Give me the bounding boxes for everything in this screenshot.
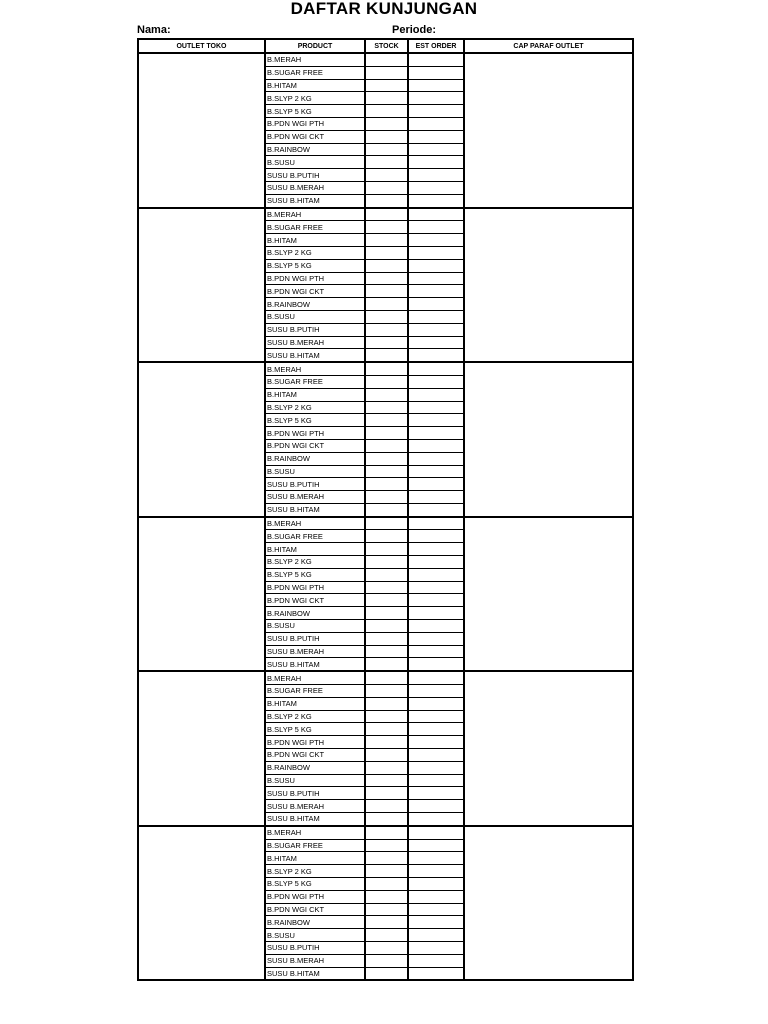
stock-cell[interactable]: [365, 568, 408, 581]
product-cell: B.HITAM: [265, 543, 365, 556]
est-order-cell[interactable]: [408, 749, 464, 762]
stock-cell[interactable]: [365, 130, 408, 143]
stock-cell[interactable]: [365, 169, 408, 182]
stock-cell[interactable]: [365, 761, 408, 774]
stock-cell[interactable]: [365, 826, 408, 839]
est-order-cell[interactable]: [408, 221, 464, 234]
product-cell: B.SLYP 5 KG: [265, 723, 365, 736]
table-row: [138, 517, 633, 530]
est-order-cell[interactable]: [408, 246, 464, 259]
stock-cell[interactable]: [365, 607, 408, 620]
stock-cell[interactable]: [365, 221, 408, 234]
product-cell: B.SUGAR FREE: [265, 66, 365, 79]
product-cell: B.PDN WGI PTH: [265, 581, 365, 594]
product-cell: B.PDN WGI PTH: [265, 890, 365, 903]
product-cell: B.SUSU: [265, 774, 365, 787]
est-order-cell[interactable]: [408, 92, 464, 105]
product-cell: SUSU B.MERAH: [265, 336, 365, 349]
stock-cell[interactable]: [365, 594, 408, 607]
product-cell: SUSU B.MERAH: [265, 954, 365, 967]
product-cell: SUSU B.HITAM: [265, 658, 365, 671]
stock-cell[interactable]: [365, 787, 408, 800]
product-cell: SUSU B.HITAM: [265, 194, 365, 207]
est-order-cell[interactable]: [408, 143, 464, 156]
product-cell: B.SUSU: [265, 465, 365, 478]
stock-cell[interactable]: [365, 941, 408, 954]
cap-paraf-cell[interactable]: [464, 362, 633, 517]
product-cell: B.MERAH: [265, 53, 365, 66]
product-cell: SUSU B.MERAH: [265, 800, 365, 813]
est-order-cell[interactable]: [408, 723, 464, 736]
stock-cell[interactable]: [365, 117, 408, 130]
product-cell: B.MERAH: [265, 208, 365, 221]
est-order-cell[interactable]: [408, 169, 464, 182]
product-cell: B.RAINBOW: [265, 761, 365, 774]
product-cell: B.SLYP 2 KG: [265, 556, 365, 569]
product-cell: B.SLYP 5 KG: [265, 878, 365, 891]
column-header-cap-paraf: CAP PARAF OUTLET: [464, 39, 633, 53]
product-cell: B.SLYP 5 KG: [265, 105, 365, 118]
page-title: DAFTAR KUNJUNGAN: [290, 0, 478, 18]
est-order-cell[interactable]: [408, 852, 464, 865]
product-cell: B.PDN WGI CKT: [265, 903, 365, 916]
est-order-cell[interactable]: [408, 105, 464, 118]
periode-label: Periode:: [392, 24, 437, 36]
product-cell: B.SUGAR FREE: [265, 685, 365, 698]
cap-paraf-cell[interactable]: [464, 53, 633, 208]
product-cell: B.SLYP 2 KG: [265, 246, 365, 259]
stock-cell[interactable]: [365, 427, 408, 440]
est-order-cell[interactable]: [408, 671, 464, 684]
est-order-cell[interactable]: [408, 632, 464, 645]
stock-cell[interactable]: [365, 774, 408, 787]
est-order-cell[interactable]: [408, 736, 464, 749]
product-cell: B.SUSU: [265, 156, 365, 169]
stock-cell[interactable]: [365, 697, 408, 710]
est-order-cell[interactable]: [408, 530, 464, 543]
stock-cell[interactable]: [365, 530, 408, 543]
stock-cell[interactable]: [365, 645, 408, 658]
stock-cell[interactable]: [365, 452, 408, 465]
cap-paraf-cell[interactable]: [464, 208, 633, 363]
stock-cell[interactable]: [365, 79, 408, 92]
stock-cell[interactable]: [365, 903, 408, 916]
est-order-cell[interactable]: [408, 865, 464, 878]
stock-cell[interactable]: [365, 839, 408, 852]
est-order-cell[interactable]: [408, 117, 464, 130]
outlet-cell[interactable]: [138, 53, 265, 208]
stock-cell[interactable]: [365, 66, 408, 79]
product-cell: SUSU B.PUTIH: [265, 323, 365, 336]
est-order-cell[interactable]: [408, 503, 464, 516]
stock-cell[interactable]: [365, 401, 408, 414]
stock-cell[interactable]: [365, 336, 408, 349]
stock-cell[interactable]: [365, 194, 408, 207]
est-order-cell[interactable]: [408, 658, 464, 671]
product-cell: SUSU B.MERAH: [265, 491, 365, 504]
cap-paraf-cell[interactable]: [464, 517, 633, 672]
est-order-cell[interactable]: [408, 130, 464, 143]
est-order-cell[interactable]: [408, 903, 464, 916]
stock-cell[interactable]: [365, 967, 408, 980]
product-cell: B.PDN WGI CKT: [265, 594, 365, 607]
est-order-cell[interactable]: [408, 607, 464, 620]
product-cell: B.PDN WGI PTH: [265, 117, 365, 130]
product-cell: B.MERAH: [265, 826, 365, 839]
est-order-cell[interactable]: [408, 967, 464, 980]
stock-cell[interactable]: [365, 285, 408, 298]
stock-cell[interactable]: [365, 878, 408, 891]
stock-cell[interactable]: [365, 491, 408, 504]
product-cell: SUSU B.PUTIH: [265, 787, 365, 800]
stock-cell[interactable]: [365, 749, 408, 762]
est-order-cell[interactable]: [408, 349, 464, 362]
product-cell: B.RAINBOW: [265, 298, 365, 311]
est-order-cell[interactable]: [408, 66, 464, 79]
product-cell: B.MERAH: [265, 517, 365, 530]
product-cell: B.SLYP 2 KG: [265, 92, 365, 105]
est-order-cell[interactable]: [408, 761, 464, 774]
product-cell: B.RAINBOW: [265, 607, 365, 620]
stock-cell[interactable]: [365, 865, 408, 878]
est-order-cell[interactable]: [408, 336, 464, 349]
product-cell: B.SUSU: [265, 929, 365, 942]
stock-cell[interactable]: [365, 143, 408, 156]
product-cell: B.SUSU: [265, 620, 365, 633]
product-cell: B.PDN WGI PTH: [265, 736, 365, 749]
est-order-cell[interactable]: [408, 478, 464, 491]
est-order-cell[interactable]: [408, 208, 464, 221]
product-cell: SUSU B.PUTIH: [265, 941, 365, 954]
table-row: [138, 826, 633, 839]
est-order-cell[interactable]: [408, 234, 464, 247]
stock-cell[interactable]: [365, 272, 408, 285]
product-cell: B.SLYP 5 KG: [265, 259, 365, 272]
product-cell: B.PDN WGI CKT: [265, 130, 365, 143]
stock-cell[interactable]: [365, 465, 408, 478]
stock-cell[interactable]: [365, 298, 408, 311]
outlet-cell[interactable]: [138, 826, 265, 981]
stock-cell[interactable]: [365, 156, 408, 169]
product-cell: B.MERAH: [265, 671, 365, 684]
stock-cell[interactable]: [365, 310, 408, 323]
est-order-cell[interactable]: [408, 156, 464, 169]
table-row: [138, 671, 633, 684]
product-cell: SUSU B.HITAM: [265, 967, 365, 980]
stock-cell[interactable]: [365, 929, 408, 942]
stock-cell[interactable]: [365, 234, 408, 247]
est-order-cell[interactable]: [408, 916, 464, 929]
est-order-cell[interactable]: [408, 839, 464, 852]
stock-cell[interactable]: [365, 259, 408, 272]
stock-cell[interactable]: [365, 710, 408, 723]
product-cell: SUSU B.HITAM: [265, 349, 365, 362]
product-cell: B.HITAM: [265, 234, 365, 247]
product-cell: SUSU B.PUTIH: [265, 478, 365, 491]
est-order-cell[interactable]: [408, 310, 464, 323]
est-order-cell[interactable]: [408, 517, 464, 530]
product-cell: B.RAINBOW: [265, 452, 365, 465]
product-cell: SUSU B.MERAH: [265, 181, 365, 194]
est-order-cell[interactable]: [408, 954, 464, 967]
est-order-cell[interactable]: [408, 452, 464, 465]
est-order-cell[interactable]: [408, 878, 464, 891]
product-cell: B.PDN WGI CKT: [265, 285, 365, 298]
est-order-cell[interactable]: [408, 568, 464, 581]
stock-cell[interactable]: [365, 53, 408, 66]
est-order-cell[interactable]: [408, 388, 464, 401]
est-order-cell[interactable]: [408, 774, 464, 787]
product-cell: B.SLYP 2 KG: [265, 710, 365, 723]
est-order-cell[interactable]: [408, 685, 464, 698]
product-cell: B.MERAH: [265, 362, 365, 375]
stock-cell[interactable]: [365, 92, 408, 105]
stock-cell[interactable]: [365, 556, 408, 569]
stock-cell[interactable]: [365, 375, 408, 388]
stock-cell[interactable]: [365, 246, 408, 259]
est-order-cell[interactable]: [408, 427, 464, 440]
visit-table: [137, 38, 634, 981]
est-order-cell[interactable]: [408, 79, 464, 92]
product-cell: B.RAINBOW: [265, 143, 365, 156]
product-cell: B.SUGAR FREE: [265, 221, 365, 234]
est-order-cell[interactable]: [408, 439, 464, 452]
est-order-cell[interactable]: [408, 543, 464, 556]
product-cell: SUSU B.PUTIH: [265, 169, 365, 182]
table-row: [138, 208, 633, 221]
product-cell: B.SUGAR FREE: [265, 530, 365, 543]
stock-cell[interactable]: [365, 671, 408, 684]
stock-cell[interactable]: [365, 658, 408, 671]
stock-cell[interactable]: [365, 323, 408, 336]
column-header-product: PRODUCT: [265, 39, 365, 53]
est-order-cell[interactable]: [408, 941, 464, 954]
stock-cell[interactable]: [365, 208, 408, 221]
stock-cell[interactable]: [365, 890, 408, 903]
outlet-cell[interactable]: [138, 671, 265, 826]
cap-paraf-cell[interactable]: [464, 826, 633, 981]
table-header-row: [138, 39, 633, 53]
est-order-cell[interactable]: [408, 375, 464, 388]
est-order-cell[interactable]: [408, 194, 464, 207]
product-cell: B.PDN WGI PTH: [265, 427, 365, 440]
est-order-cell[interactable]: [408, 581, 464, 594]
column-header-stock: STOCK: [365, 39, 408, 53]
est-order-cell[interactable]: [408, 826, 464, 839]
est-order-cell[interactable]: [408, 813, 464, 826]
est-order-cell[interactable]: [408, 594, 464, 607]
cap-paraf-cell[interactable]: [464, 671, 633, 826]
stock-cell[interactable]: [365, 581, 408, 594]
stock-cell[interactable]: [365, 362, 408, 375]
est-order-cell[interactable]: [408, 556, 464, 569]
stock-cell[interactable]: [365, 813, 408, 826]
est-order-cell[interactable]: [408, 401, 464, 414]
column-header-outlet: OUTLET TOKO: [138, 39, 265, 53]
product-cell: B.PDN WGI CKT: [265, 749, 365, 762]
outlet-cell[interactable]: [138, 517, 265, 672]
stock-cell[interactable]: [365, 105, 408, 118]
est-order-cell[interactable]: [408, 362, 464, 375]
table-row: [138, 362, 633, 375]
product-cell: B.SLYP 2 KG: [265, 865, 365, 878]
stock-cell[interactable]: [365, 954, 408, 967]
product-cell: B.HITAM: [265, 79, 365, 92]
stock-cell[interactable]: [365, 414, 408, 427]
est-order-cell[interactable]: [408, 298, 464, 311]
stock-cell[interactable]: [365, 723, 408, 736]
stock-cell[interactable]: [365, 736, 408, 749]
outlet-cell[interactable]: [138, 362, 265, 517]
est-order-cell[interactable]: [408, 323, 464, 336]
stock-cell[interactable]: [365, 517, 408, 530]
stock-cell[interactable]: [365, 685, 408, 698]
est-order-cell[interactable]: [408, 465, 464, 478]
est-order-cell[interactable]: [408, 645, 464, 658]
est-order-cell[interactable]: [408, 272, 464, 285]
stock-cell[interactable]: [365, 543, 408, 556]
product-cell: SUSU B.HITAM: [265, 813, 365, 826]
product-cell: B.HITAM: [265, 388, 365, 401]
product-cell: B.SUGAR FREE: [265, 375, 365, 388]
stock-cell[interactable]: [365, 632, 408, 645]
product-cell: B.PDN WGI CKT: [265, 439, 365, 452]
stock-cell[interactable]: [365, 181, 408, 194]
est-order-cell[interactable]: [408, 787, 464, 800]
stock-cell[interactable]: [365, 388, 408, 401]
est-order-cell[interactable]: [408, 259, 464, 272]
nama-label: Nama:: [137, 24, 171, 36]
product-cell: B.HITAM: [265, 852, 365, 865]
product-cell: B.SUGAR FREE: [265, 839, 365, 852]
column-header-est-order: EST ORDER: [408, 39, 464, 53]
product-cell: B.SUSU: [265, 310, 365, 323]
stock-cell[interactable]: [365, 620, 408, 633]
product-cell: SUSU B.HITAM: [265, 503, 365, 516]
stock-cell[interactable]: [365, 916, 408, 929]
est-order-cell[interactable]: [408, 414, 464, 427]
table-row: [138, 53, 633, 66]
est-order-cell[interactable]: [408, 285, 464, 298]
est-order-cell[interactable]: [408, 929, 464, 942]
product-cell: B.HITAM: [265, 697, 365, 710]
est-order-cell[interactable]: [408, 181, 464, 194]
product-cell: B.SLYP 5 KG: [265, 568, 365, 581]
est-order-cell[interactable]: [408, 890, 464, 903]
stock-cell[interactable]: [365, 349, 408, 362]
est-order-cell[interactable]: [408, 53, 464, 66]
est-order-cell[interactable]: [408, 800, 464, 813]
product-cell: B.PDN WGI PTH: [265, 272, 365, 285]
product-cell: SUSU B.MERAH: [265, 645, 365, 658]
outlet-cell[interactable]: [138, 208, 265, 363]
product-cell: B.SLYP 2 KG: [265, 401, 365, 414]
product-cell: B.RAINBOW: [265, 916, 365, 929]
product-cell: SUSU B.PUTIH: [265, 632, 365, 645]
stock-cell[interactable]: [365, 852, 408, 865]
stock-cell[interactable]: [365, 800, 408, 813]
product-cell: B.SLYP 5 KG: [265, 414, 365, 427]
table-body: [138, 53, 633, 980]
est-order-cell[interactable]: [408, 620, 464, 633]
stock-cell[interactable]: [365, 503, 408, 516]
est-order-cell[interactable]: [408, 710, 464, 723]
est-order-cell[interactable]: [408, 491, 464, 504]
est-order-cell[interactable]: [408, 697, 464, 710]
stock-cell[interactable]: [365, 439, 408, 452]
stock-cell[interactable]: [365, 478, 408, 491]
